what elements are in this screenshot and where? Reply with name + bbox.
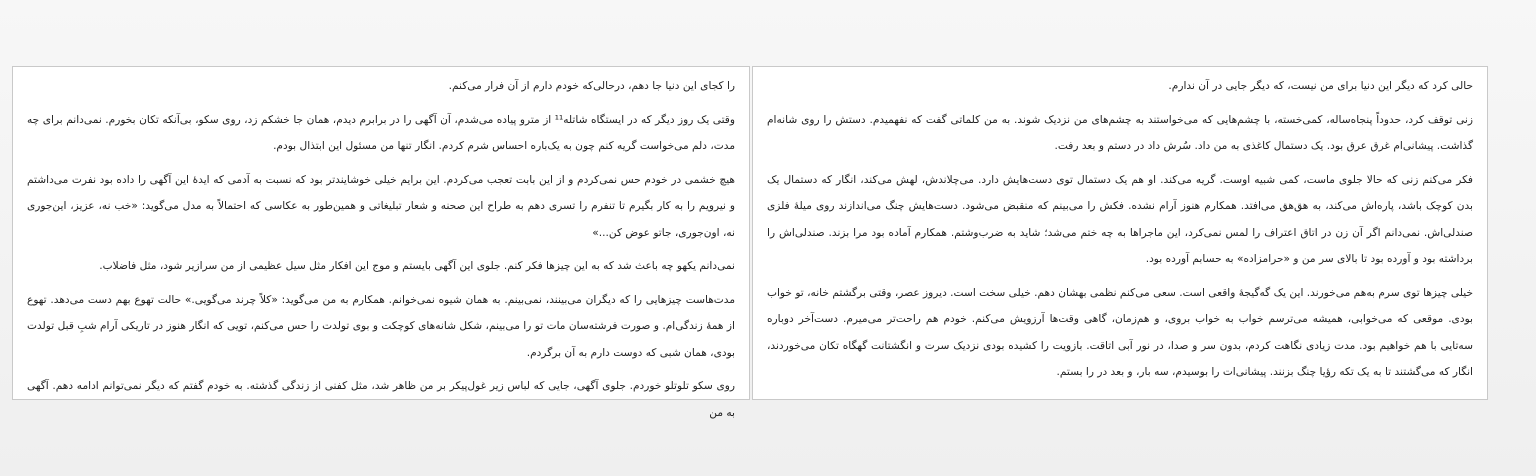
paragraph: زنی توقف کرد، حدوداً پنجاه‌ساله، کمی‌خسته، با چشم‌هایی که می‌خواستند به چشم‌های من نزدیک شوند. به من کلماتی گفت که نفهمیدم. دستش را روی شانه‌ام گذاشت. پیشانی‌ام غرق عرق بود. یک دستمال کاغذی به من داد. سُرش داد در دستم و بعد رفت. xyxy=(767,113,1473,152)
page-right xyxy=(752,66,1488,400)
paragraph: را کجای این دنیا جا دهم، درحالی‌که خودم دارم از آن فرار می‌کنم. xyxy=(448,80,735,92)
paragraph: حالی کرد که دیگر این دنیا برای من نیست، که دیگر جایی در آن ندارم. xyxy=(1168,80,1473,92)
paragraph: هیچ خشمی در خودم حس نمی‌کردم و از این بابت تعجب می‌کردم. این برایم خیلی خوشایندتر بود که نسبت به آدمی که ایدهٔ این آگهی را داده بود نفرت می‌داشتم و نیرویم را به کار بگیرم تا تنفرم را تسری دهم به طراح این صحنه و شعار تبلیغاتی و همین‌طور به عکاسی که احتمالاً به مدل می‌گوید: «خب نه، عزیز، این‌جوری نه، اون‌جوری، جاتو عوض کن...» xyxy=(27,173,735,239)
page-left xyxy=(12,66,750,419)
paragraph: خیلی چیزها توی سرم به‌هم می‌خورند. این یک گه‌گیجهٔ واقعی است. سعی می‌کنم نظمی بهشان دهم. خیلی سخت است. دیروز عصر، وقتی برگشتم خانه، تو خواب بودی. موقعی که می‌خوابی، همیشه می‌ترسم خواب به خواب بروی، و هم‌زمان، گاهی وقت‌ها آرزویش می‌کنم. خودم هم راحت‌تر می‌میرم. دست‌آخر دوباره سه‌تایی با هم خواهیم بود. مدت زیادی نگاهت کردم، بدون سر و صدا، در نور آبی اتاقت. بازویت را کشیده بودی نزدیک سرت و انگشتانت گهگاه تکان می‌خوردند، انگار که می‌گشتند تا به یک تکه رؤیا چنگ بزنند. پیشانی‌ات را بوسیدم، سه بار، و بعد در را بستم. xyxy=(767,286,1473,378)
paragraph: نمی‌دانم یکهو چه باعث شد که به این چیزها فکر کنم. جلوی این آگهی بایستم و موج این افکار مثل سیل عظیمی از من سرازیر شود، مثل فاضلاب. xyxy=(99,260,735,272)
paragraph: وقتی یک روز دیگر که در ایستگاه شاتله¹¹ از مترو پیاده می‌شدم، آن آگهی را در برابرم دیدم، همان جا خشکم زد، روی سکو، بی‌آنکه تکان بخورم. نمی‌دانم برای چه مدت، دلم می‌خواست گریه کنم چون به یک‌باره احساس شرم کردم. انگار تنها من مسئول این ابتذال بودم. xyxy=(27,113,735,152)
paragraph: مدت‌هاست چیزهایی را که دیگران می‌بینند، نمی‌بینم. به همان شیوه نمی‌خوانم. همکارم به من می‌گوید: «کلاً چرند می‌گویی.» حالت تهوع بهم دست می‌دهد. تهوع از همهٔ زندگی‌ام. و صورت فرشته‌سان مات تو را می‌بینم، شکل شانه‌های کوچکت و بوی تولدت را حس می‌کنم، تویی که انگار هنوز در تاریکی آرام شبِ قبل تولدت بودی، همان شبی که دوست دارم به آن برگردم. xyxy=(27,293,735,359)
paragraph: فکر می‌کنم زنی که حالا جلوی ماست، کمی شبیه اوست. گریه می‌کند. او هم یک دستمال توی دست‌هایش دارد. می‌چلاندش، لهش می‌کند، انگار که دستمال یک بدن کوچک باشد، پاره‌اش می‌کند، به هق‌هق می‌افتد. همکارم هنوز آرام نشده. فکش را می‌بینم که منقبض می‌شود. دست‌هایش چنگ می‌اندازند روی میلهٔ فلزی صندلی‌اش. نمی‌دانم اگر آن زن در اتاق اعتراف را لمس نمی‌کرد، این ماجراها به چه ختم می‌شد؛ شاید به ضرب‌وشتم. همکارم آماده بود مرا بزند. صندلی‌اش را برداشته بود و آورده بود تا بالای سر من و «حرامزاده» به حسابم آورده بود. xyxy=(767,173,1473,265)
paragraph: روی سکو تلوتلو خوردم. جلوی آگهی، جایی که لباس زیر غول‌پیکر بر من ظاهر شد، مثل کفنی از زندگی گذشته. به خودم گفتم که دیگر نمی‌توانم ادامه دهم. آگهی به من xyxy=(27,380,735,419)
